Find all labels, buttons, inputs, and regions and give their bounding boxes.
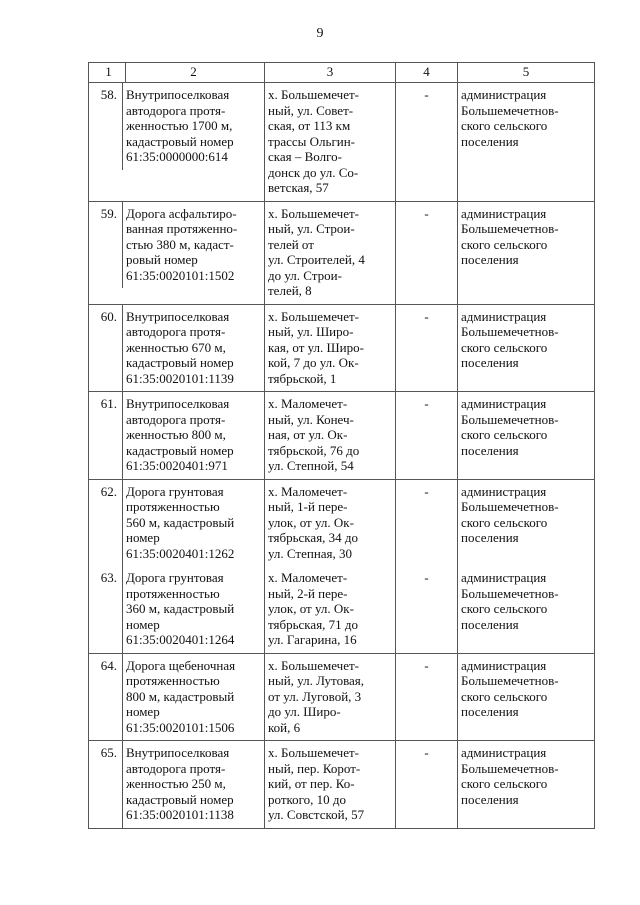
- object-address: х. Большемечет- ный, ул. Широ- кая, от ул. Широ- кой, 7 до ул. Ок- тябрьской, 1: [265, 304, 396, 392]
- object-description: Дорога грунтовая протяженностью 560 м, кадастровый номер 61:35:0020401:1262: [122, 480, 264, 567]
- object-address: х. Маломечет- ный, 1-й пере- улок, от ул. Ок- тябрьская, 34 до ул. Степная, 30: [265, 479, 396, 566]
- col4-value: -: [396, 741, 458, 829]
- object-description: Внутрипоселковая автодорога протя- женностью 800 м, кадастровый номер 61:35:0020401:971: [122, 392, 264, 479]
- admin-holder: администрация Большемечетнов- ского сельского поселения: [458, 392, 595, 480]
- table-row: [89, 566, 595, 653]
- object-address: х. Большемечет- ный, ул. Лутовая, от ул. Луговой, 3 до ул. Широ- кой, 6: [265, 653, 396, 741]
- object-description: Дорога грунтовая протяженностью 360 м, кадастровый номер 61:35:0020401:1264: [122, 566, 264, 653]
- header-col-3: 3: [265, 63, 396, 83]
- table-row: [89, 392, 595, 480]
- row-number: 65.: [100, 745, 117, 760]
- object-address: х. Маломечет- ный, ул. Конеч- ная, от ул. Ок- тябрьской, 76 до ул. Степной, 54: [265, 392, 396, 480]
- col4-value: -: [396, 566, 458, 653]
- row-number: 58.: [100, 87, 117, 102]
- header-col-4: 4: [396, 63, 458, 83]
- object-cell: [89, 741, 265, 829]
- table-row: [89, 201, 595, 304]
- registry-table: [88, 62, 595, 829]
- row-number: 59.: [100, 205, 117, 221]
- object-address: х. Маломечет- ный, 2-й пере- улок, от ул. Ок- тябрьская, 71 до ул. Гагарина, 16: [265, 566, 396, 653]
- table-row: [89, 479, 595, 566]
- row-number: 63.: [100, 570, 117, 585]
- row-number: 64.: [100, 657, 117, 673]
- object-description: Внутрипоселковая автодорога протя- женностью 1700 м, кадастровый номер 61:35:0000000:614: [122, 83, 264, 170]
- object-description: Дорога асфальтиро- ванная протяженно- стью 380 м, кадаст- ровый номер 61:35:0020101:1502: [122, 202, 264, 289]
- header-col-1: 1: [105, 64, 112, 79]
- col4-value: -: [396, 479, 458, 566]
- object-address: х. Большемечет- ный, ул. Строи- телей от ул. Строителей, 4 до ул. Строи- телей, 8: [265, 201, 396, 304]
- header-col-1-2: [89, 63, 265, 83]
- object-description: Дорога щебеночная протяженностью 800 м, кадастровый номер 61:35:0020101:1506: [122, 654, 264, 741]
- table-row: [89, 304, 595, 392]
- object-cell: [89, 653, 265, 741]
- page-number: 9: [316, 26, 324, 41]
- table-row: [89, 83, 595, 202]
- admin-holder: администрация Большемечетнов- ского сельского поселения: [458, 653, 595, 741]
- table-row: [89, 653, 595, 741]
- object-cell: [89, 201, 265, 304]
- row-number: 62.: [100, 483, 117, 499]
- object-cell: [89, 479, 265, 566]
- col4-value: -: [396, 392, 458, 480]
- row-number: 61.: [100, 396, 117, 411]
- table-row: [89, 741, 595, 829]
- table-header-row: [89, 63, 595, 83]
- col4-value: -: [396, 83, 458, 202]
- admin-holder: администрация Большемечетнов- ского сельского поселения: [458, 566, 595, 653]
- admin-holder: администрация Большемечетнов- ского сельского поселения: [458, 479, 595, 566]
- admin-holder: администрация Большемечетнов- ского сельского поселения: [458, 201, 595, 304]
- admin-holder: администрация Большемечетнов- ского сельского поселения: [458, 304, 595, 392]
- admin-holder: администрация Большемечетнов- ского сельского поселения: [458, 741, 595, 829]
- object-address: х. Большемечет- ный, ул. Совет- ская, от 113 км трассы Ольгин- ская – Волго- донск до ул. Со- ветская, 57: [265, 83, 396, 202]
- object-address: х. Большемечет- ный, пер. Корот- кий, от пер. Ко- роткого, 10 до ул. Совстской, 57: [265, 741, 396, 829]
- col4-value: -: [396, 653, 458, 741]
- admin-holder: администрация Большемечетнов- ского сельского поселения: [458, 83, 595, 202]
- object-description: Внутрипоселковая автодорога протя- женностью 250 м, кадастровый номер 61:35:0020101:1138: [122, 741, 264, 828]
- object-cell: [89, 392, 265, 480]
- header-col-2: 2: [125, 63, 261, 82]
- object-cell: [89, 566, 265, 653]
- header-col-5: 5: [458, 63, 595, 83]
- col4-value: -: [396, 201, 458, 304]
- object-cell: [89, 304, 265, 392]
- row-number: 60.: [100, 308, 117, 324]
- object-cell: [89, 83, 265, 202]
- col4-value: -: [396, 304, 458, 392]
- object-description: Внутрипоселковая автодорога протя- женностью 670 м, кадастровый номер 61:35:0020101:1139: [122, 305, 264, 392]
